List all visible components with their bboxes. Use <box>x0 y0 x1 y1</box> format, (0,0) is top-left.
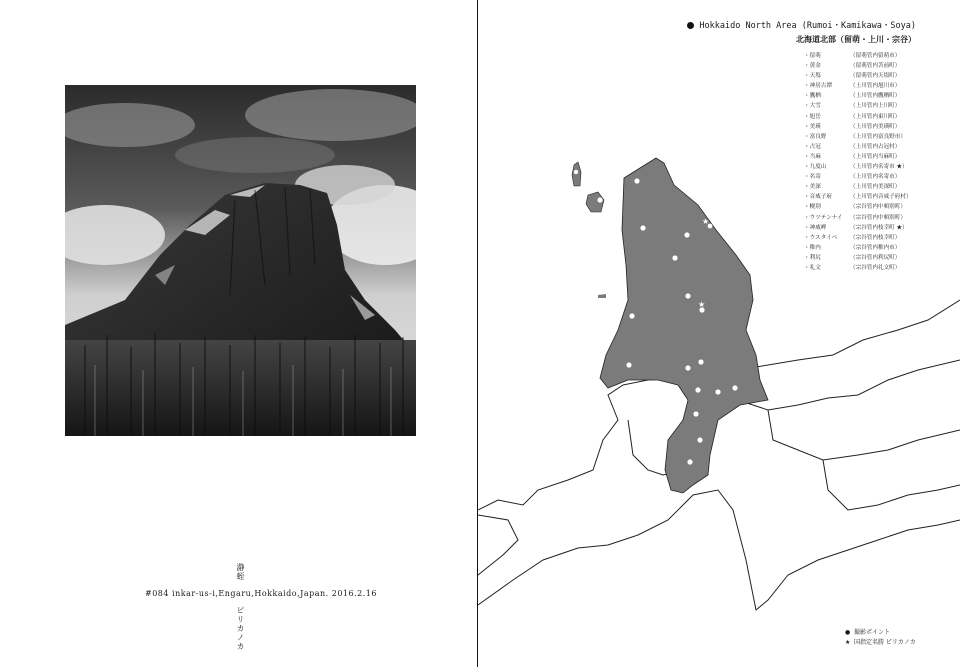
star-icon: ★ <box>845 639 851 646</box>
legend-row <box>845 628 916 638</box>
map-legend <box>845 628 916 648</box>
site-location: （宗谷管内礼文町） <box>850 264 901 271</box>
site-list-item <box>804 263 934 273</box>
site-name: ・鷹栖 <box>804 93 821 100</box>
photo-site-list <box>804 51 934 273</box>
site-name: ・名寄 <box>804 174 821 181</box>
site-list-item <box>804 81 934 91</box>
site-list-item <box>804 152 934 162</box>
legend-row <box>845 638 916 648</box>
site-name: ・黄金 <box>804 63 821 70</box>
site-location: （宗谷管内中頓別町） <box>850 204 906 211</box>
site-location: （上川管内音威子府村） <box>850 194 912 201</box>
site-list-item <box>804 182 934 192</box>
site-location: （留萌管内苫前町） <box>850 63 901 70</box>
site-location: （宗谷管内枝幸町） <box>850 234 901 241</box>
site-name: ・富良野 <box>804 133 827 140</box>
site-location: （上川管内上川町） <box>850 103 901 110</box>
site-location: （留萌管内留萌市） <box>850 53 901 59</box>
site-location: （宗谷管内稚内市） <box>850 244 901 251</box>
site-list-item <box>804 223 934 233</box>
site-name: ・神居古潭 <box>804 83 832 90</box>
site-location: （上川管内名寄市） <box>850 174 901 181</box>
legend-label: 撮影ポイント <box>854 629 891 636</box>
site-name: ・当麻 <box>804 153 821 160</box>
place-name: 瀞蛭 <box>236 563 245 581</box>
rock-cliff-photo <box>65 85 416 436</box>
site-list-item <box>804 51 934 61</box>
photo-credit: ピリカノカ <box>236 606 245 651</box>
site-location: （上川管内旭川市） <box>850 83 901 90</box>
site-name: ・留萌 <box>804 53 821 59</box>
site-name: ・神威岬 <box>804 224 827 231</box>
svg-text:★: ★ <box>698 300 706 309</box>
site-name: ・利尻 <box>804 254 821 261</box>
site-location: （上川管内当麻町） <box>850 153 901 160</box>
site-name: ・占冠 <box>804 143 821 150</box>
photo-caption: #084 inkar-us-i,Engaru,Hokkaido,Japan. 2016.2.16 <box>145 589 377 598</box>
site-location: （宗谷管内利尻町） <box>850 254 901 261</box>
site-location: （上川管内名寄市 ★） <box>850 164 908 171</box>
site-name: ・九度山 <box>804 164 827 171</box>
site-name: ・大雪 <box>804 103 821 110</box>
site-location: （上川管内占冠村） <box>850 143 901 150</box>
site-list-item <box>804 213 934 223</box>
bullet-icon <box>687 22 694 29</box>
site-list-item <box>804 233 934 243</box>
site-location: （宗谷管内枝幸町 ★） <box>850 224 908 231</box>
site-location: （宗谷管内中頓別町） <box>850 214 906 221</box>
site-list-item <box>804 192 934 202</box>
site-list-item <box>804 71 934 81</box>
site-list-item <box>804 61 934 71</box>
svg-text:★: ★ <box>702 217 710 226</box>
site-name: ・音威子府 <box>804 194 832 201</box>
site-name: ・天塩 <box>804 73 821 80</box>
site-list-item <box>804 142 934 152</box>
site-location: （留萌管内天塩町） <box>850 73 901 80</box>
map-title: Hokkaido North Area (Rumoi・Kamikawa・Soya) <box>687 19 916 31</box>
site-location: （上川管内東川町） <box>850 113 901 120</box>
site-name: ・ウスタイベ <box>804 234 838 241</box>
site-list-item <box>804 132 934 142</box>
site-list-item <box>804 101 934 111</box>
site-name: ・美瑛 <box>804 123 821 130</box>
site-list-item <box>804 253 934 263</box>
site-list-item <box>804 243 934 253</box>
site-name: ・美深 <box>804 184 821 191</box>
site-name: ・ウツテンナイ <box>804 214 843 221</box>
legend-label: 国指定名勝 ピリカノカ <box>854 639 916 646</box>
site-name: ・幌別 <box>804 204 821 211</box>
site-name: ・礼文 <box>804 264 821 271</box>
site-list-item <box>804 172 934 182</box>
map-subtitle: 北海道北部（留萌・上川・宗谷） <box>796 34 916 44</box>
dot-icon: ● <box>845 629 851 636</box>
site-list-item <box>804 122 934 132</box>
site-location: （上川管内富良野市） <box>850 133 906 140</box>
site-location: （上川管内美深町） <box>850 184 901 191</box>
site-list-item <box>804 202 934 212</box>
site-list-item <box>804 91 934 101</box>
site-name: ・旭岳 <box>804 113 821 120</box>
site-location: （上川管内美瑛町） <box>850 123 901 130</box>
site-list-item <box>804 112 934 122</box>
site-name: ・稚内 <box>804 244 821 251</box>
site-location: （上川管内鷹栖町） <box>850 93 901 100</box>
site-list-item <box>804 162 934 172</box>
